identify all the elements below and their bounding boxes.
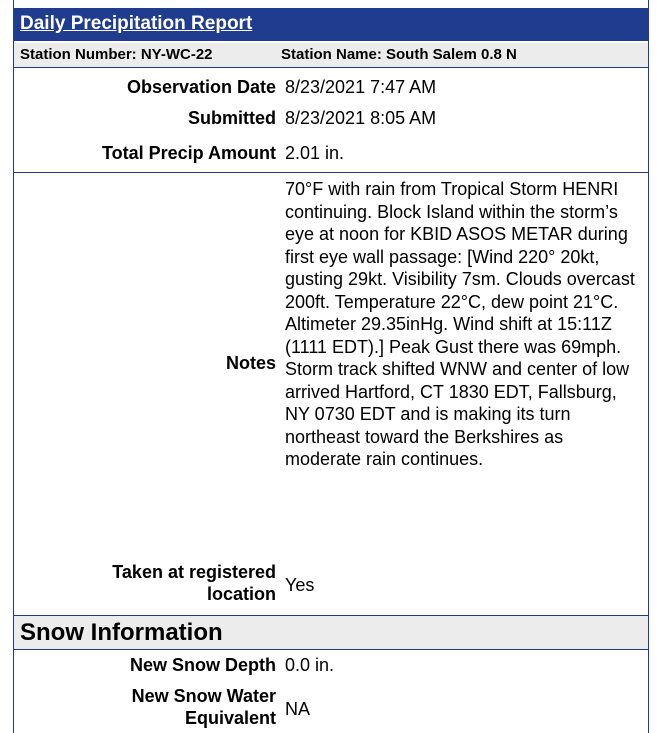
- snow-section-title: Snow Information: [20, 619, 223, 646]
- notes-value: 70°F with rain from Tropical Storm HENRI continuing. Block Island within the storm’s eye at noon for KBID ASOS METAR during first eye wall passage: [Wind 220° 20kt, gusting 29kt. Visibility 7sm. Clouds overcast 200ft. Temperature 22°C, dew point 21°C. Altimeter 29.35inHg. Wind shift at 15:11Z (1111 EDT).] Peak Gust there was 69mph. Storm track shifted WNW and center of low arrived Hartford, CT 1830 EDT, Fallsburg, NY 0730 EDT and is making its turn northeast toward the Berkshires as moderate rain continues.: [285, 179, 635, 469]
- report-title-link[interactable]: Daily Precipitation Report: [20, 13, 253, 34]
- submitted-label: Submitted: [188, 108, 276, 128]
- new-snow-water-label-line1: New Snow Water: [131, 686, 276, 706]
- observation-date-value: 8/23/2021 7:47 AM: [285, 77, 437, 97]
- registered-label-line1: Taken at registered: [112, 562, 276, 582]
- new-snow-depth-value: 0.0 in.: [285, 655, 335, 675]
- registered-label-line2: location: [206, 584, 276, 604]
- submitted-value: 8/23/2021 8:05 AM: [285, 108, 437, 128]
- new-snow-water-value: NA: [285, 699, 311, 719]
- notes-label: Notes: [225, 353, 276, 373]
- new-snow-depth-label: New Snow Depth: [129, 655, 276, 675]
- observation-date-label: Observation Date: [126, 77, 276, 97]
- report-title-bar: [14, 8, 648, 41]
- new-snow-water-label: [132, 685, 276, 729]
- total-precip-label: Total Precip Amount: [101, 143, 276, 163]
- new-snow-water-label-line2: Equivalent: [184, 708, 276, 728]
- snow-section-header: [14, 615, 648, 650]
- divider: [14, 172, 648, 173]
- total-precip-value: 2.01 in.: [285, 143, 345, 163]
- station-info-bar: [14, 43, 648, 68]
- registered-location-label: [112, 561, 276, 605]
- station-number: Station Number: NY-WC-22: [20, 46, 213, 63]
- report-panel: [13, 0, 649, 733]
- station-name: Station Name: South Salem 0.8 N: [281, 46, 517, 63]
- registered-location-value: Yes: [285, 575, 315, 595]
